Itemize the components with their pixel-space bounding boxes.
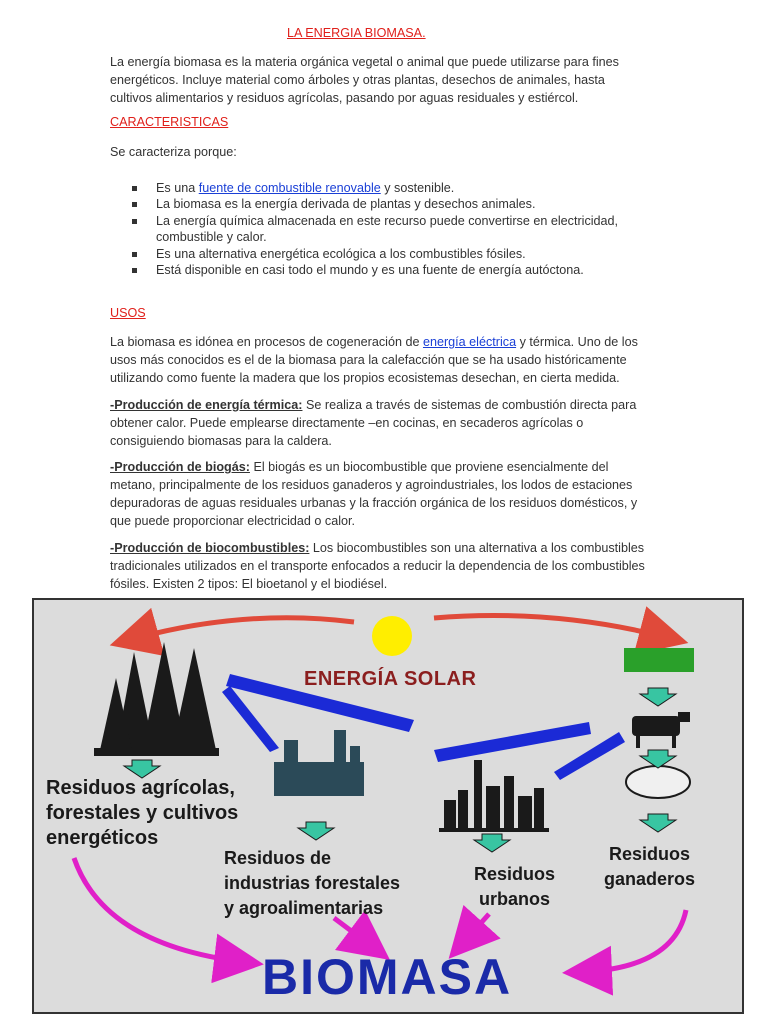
- link-fuente-renovable[interactable]: fuente de combustible renovable: [198, 181, 381, 195]
- pink-arrow: [462, 914, 489, 944]
- pig-icon: [626, 766, 690, 798]
- list-item: Es una fuente de combustible renovable y sostenible.: [130, 180, 650, 196]
- red-arrow-left: [129, 618, 354, 640]
- residuos-ganaderos-label: Residuos ganaderos: [604, 844, 696, 889]
- heading-usos: USOS: [110, 306, 146, 320]
- blue-arrow: [434, 722, 591, 762]
- list-item: La energía química almacenada en este recurso puede convertirse en electricidad, combustible y calor.: [130, 213, 650, 246]
- list-item: Está disponible en casi todo el mundo y es una fuente de energía autóctona.: [130, 262, 650, 278]
- termica-paragraph: -Producción de energía térmica: Se realiza a través de sistemas de combustión directa para obtener calor. Puede emplearse directamente –en cocinas, en secaderos agrícolas o consiguiendo biomasas para la caldera.: [110, 398, 637, 448]
- residuos-industrias-label: Residuos de industrias forestales y agroalimentarias: [224, 848, 401, 918]
- intro-paragraph: La energía biomasa es la materia orgánica vegetal o animal que puede utilizarse para fines energéticos. Incluye material como árboles y otras plantas, desechos de animales, hasta cultivos alimentarios y residuos agrícolas, pasando por aguas residuales y estiércol.: [110, 55, 619, 105]
- city-icon: [439, 760, 549, 832]
- biomasa-diagram: [32, 598, 744, 1014]
- pink-arrow: [334, 918, 374, 948]
- caracteristicas-lead: Se caracteriza porque:: [110, 145, 237, 159]
- red-arrow-right: [434, 616, 669, 639]
- pink-arrow: [582, 910, 686, 972]
- factory-icon: [274, 730, 364, 796]
- link-energia-electrica[interactable]: energía eléctrica: [422, 335, 517, 349]
- trees-icon: [94, 642, 219, 756]
- crops-icon: [624, 648, 694, 672]
- document-title: LA ENERGIA BIOMASA.: [287, 26, 426, 40]
- biocombustibles-paragraph: -Producción de biocombustibles: Los biocombustibles son una alternativa a los combustibles tradicionales utilizados en el transporte enfocados a reducir la dependencia de los combustibles fósiles. Existen 2 tipos: El bioetanol y el biodiésel.: [110, 541, 645, 591]
- heading-caracteristicas: CARACTERISTICAS: [110, 115, 229, 129]
- energia-solar-label: ENERGÍA SOLAR: [304, 668, 477, 690]
- blue-arrow: [554, 732, 625, 780]
- list-item: Es una alternativa energética ecológica a los combustibles fósiles.: [130, 246, 650, 262]
- usos-paragraph: La biomasa es idónea en procesos de cogeneración de energía eléctrica y térmica. Uno de los usos más conocidos es el de la biomasa para la calefacción que se ha usado históricamente utilizando como fuente la madera que los propios ecosistemas desechan, en cierta medida.: [110, 335, 638, 385]
- list-item: La biomasa es la energía derivada de plantas y desechos animales.: [130, 196, 650, 212]
- residuos-urbanos-label: Residuos urbanos: [474, 864, 556, 909]
- biomasa-label: BIOMASA: [262, 949, 513, 1005]
- residuos-agricolas-label: Residuos agrícolas, forestales y cultivos energéticos: [46, 777, 239, 849]
- cow-icon: [632, 712, 690, 748]
- biogas-paragraph: -Producción de biogás: El biogás es un biocombustible que proviene esencialmente del metano, principalmente de los residuos ganaderos y agroindustriales, los lodos de estaciones depuradoras de aguas residuales urbanas y la fracción orgánica de los residuos domésticos, y que puede proporcionar electricidad o calor.: [110, 460, 638, 528]
- sun-icon: [372, 616, 412, 656]
- caracteristicas-list: [130, 180, 650, 278]
- pink-arrow: [74, 858, 244, 962]
